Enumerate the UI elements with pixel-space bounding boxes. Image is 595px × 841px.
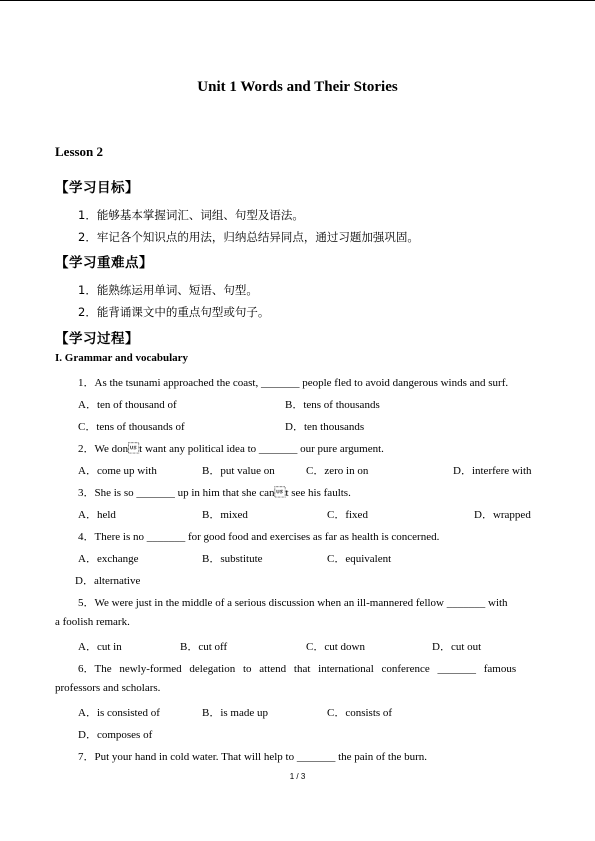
option-a: A．cut in: [78, 641, 122, 653]
option-c: C．equivalent: [327, 553, 392, 565]
option-c: C．fixed: [327, 509, 368, 521]
question-4: 4．There is no _______ for good food and exercises as far as health is concerned.: [78, 531, 440, 543]
option-d: D．interfere with: [453, 465, 532, 477]
question-1: 1．As the tsunami approached the coast, _______ people fled to avoid dangerous winds and surf.: [78, 377, 509, 389]
option-b: B．cut off: [180, 641, 228, 653]
question-6-continuation: professors and scholars.: [55, 682, 161, 694]
option-a: A．exchange: [78, 553, 139, 565]
option-d: D．composes of: [78, 729, 153, 741]
document-title: Unit 1 Words and Their Stories: [197, 79, 398, 95]
question-3: 3．She is so _______ up in him that she can t see his faults.: [78, 487, 351, 499]
option-a: A．come up with: [78, 465, 157, 477]
question-2: 2．We don t want any political idea to _______ our pure argument.: [78, 443, 384, 455]
option-c: C．tens of thousands of: [78, 421, 185, 433]
option-d: D．ten thousands: [285, 421, 365, 433]
option-d: D．cut out: [432, 641, 482, 653]
page-top-border: [0, 0, 595, 1]
goal-item: 2．牢记各个知识点的用法，归纳总结异同点，通过习题加强巩固。: [78, 230, 419, 244]
page-number: 1 / 3: [289, 772, 306, 781]
option-a: A．ten of thousand of: [78, 399, 177, 411]
option-c: C．cut down: [306, 641, 365, 653]
question-5-continuation: a foolish remark.: [55, 616, 130, 628]
grammar-vocabulary-heading: I. Grammar and vocabulary: [55, 352, 189, 364]
option-b: B．is made up: [202, 707, 268, 719]
option-b: B．put value on: [202, 465, 275, 477]
option-b: B．substitute: [202, 553, 263, 565]
option-b: B．tens of thousands: [285, 399, 380, 411]
option-a: A．held: [78, 509, 116, 521]
option-c: C．consists of: [327, 707, 393, 719]
question-6: 6．The newly-formed delegation to attend that international conference _______ famous: [78, 663, 517, 675]
key-points-heading: 【学习重难点】: [55, 255, 153, 271]
key-point-item: 1．能熟练运用单词、短语、句型。: [78, 283, 258, 297]
question-7: 7．Put your hand in cold water. That will help to _______ the pain of the burn.: [78, 751, 427, 763]
option-d: D．alternative: [75, 575, 141, 587]
option-b: B．mixed: [202, 509, 248, 521]
question-5: 5．We were just in the middle of a serious discussion when an ill-mannered fellow _______ with: [78, 597, 508, 609]
option-c: C．zero in on: [306, 465, 369, 477]
option-a: A．is consisted of: [78, 707, 160, 719]
option-d: D．wrapped: [474, 509, 531, 521]
lesson-label: Lesson 2: [55, 144, 104, 159]
process-heading: 【学习过程】: [55, 331, 139, 347]
goals-heading: 【学习目标】: [55, 180, 139, 196]
goal-item: 1．能够基本掌握词汇、词组、句型及语法。: [78, 208, 304, 222]
key-point-item: 2．能背诵课文中的重点句型或句子。: [78, 305, 270, 319]
